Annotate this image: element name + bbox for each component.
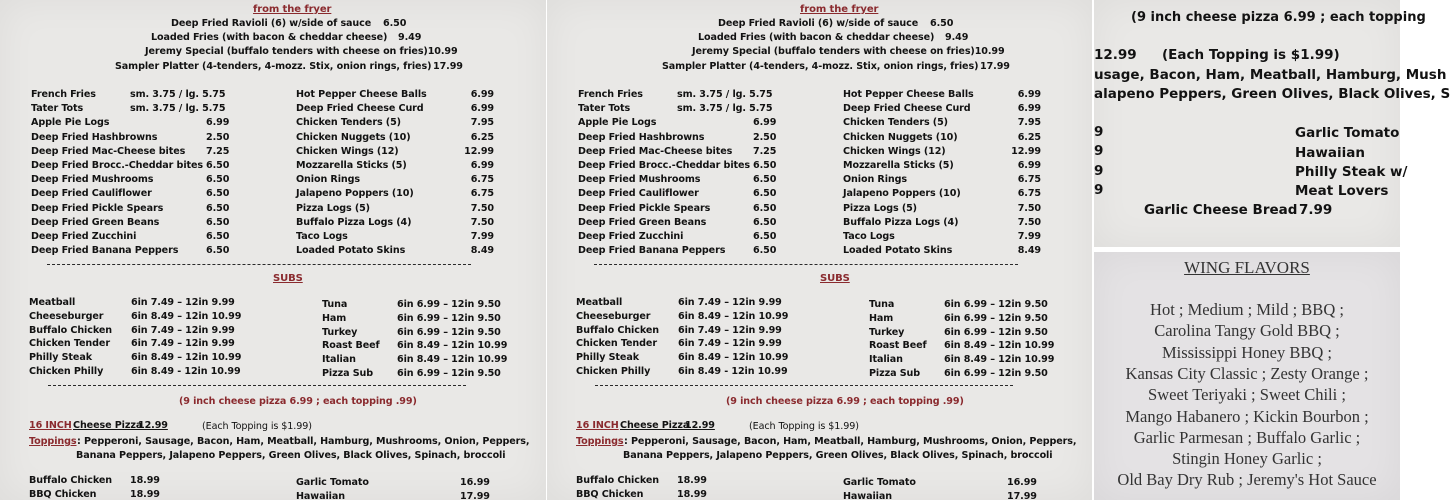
special-item-price: 17.99 [980, 61, 1010, 72]
sub-item-price: 6in 8.49 – 12in 10.99 [944, 340, 1055, 352]
special-item-price: 9.49 [945, 32, 969, 43]
fryer-item-price: 6.50 [753, 160, 777, 171]
price-fragment: 9 [1094, 124, 1104, 140]
sub-item-price: 6in 8.49 – 12in 10.99 [131, 352, 242, 364]
garlic-cheese-bread-label: Garlic Cheese Bread [1144, 202, 1298, 218]
fryer-item-name: Loaded Potato Skins [843, 245, 953, 257]
specialty-pizza-name: Hawaiian [843, 490, 892, 502]
fryer-item-price: sm. 3.75 / lg. 5.75 [130, 89, 226, 100]
specialty-pizza-name: Meat Lovers [1295, 183, 1389, 199]
fryer-item-name: Onion Rings [296, 174, 361, 186]
fryer-item-name: Jalapeno Poppers (10) [843, 188, 961, 200]
special-item-name: Sampler Platter (4-tenders, 4-mozz. Stix, onion rings, fries) [115, 61, 432, 72]
fryer-item-name: Hot Pepper Cheese Balls [296, 89, 427, 100]
sub-item-price: 6in 8.49 – 12in 10.99 [678, 310, 789, 322]
sub-item-price: 6in 6.99 – 12in 9.50 [944, 368, 1048, 379]
fryer-item-name: Chicken Tenders (5) [296, 117, 401, 129]
pizza-crop-panel [1094, 0, 1450, 247]
fryer-item-name: Deep Fried Green Beans [578, 216, 707, 228]
fryer-item-name: French Fries [31, 89, 96, 100]
sub-item-name: Italian [869, 354, 903, 366]
wing-flavor-line: Old Bay Dry Rub ; Jeremy's Hot Sauce [1117, 470, 1377, 490]
fryer-item-name: Deep Fried Cheese Curd [843, 103, 971, 115]
price-fragment: 9 [1094, 143, 1104, 159]
sub-item-price: 6in 8.49 – 12in 10.99 [678, 352, 789, 364]
fryer-item-price: 6.75 [1017, 174, 1041, 186]
fryer-item-name: Loaded Potato Skins [296, 245, 406, 257]
sub-item-name: Cheeseburger [576, 310, 651, 322]
sub-item-price: 6in 8.49 – 12in 10.99 [944, 354, 1055, 366]
sub-item-name: Philly Steak [576, 352, 639, 364]
sub-item-price: 6in 7.49 – 12in 9.99 [678, 324, 782, 336]
fryer-item-price: 7.25 [206, 145, 230, 157]
fryer-item-price: sm. 3.75 / lg. 5.75 [677, 89, 773, 100]
divider [594, 264, 1018, 265]
sub-item-name: Pizza Sub [869, 368, 921, 379]
sub-item-name: Italian [322, 354, 356, 366]
sub-item-name: Roast Beef [869, 340, 927, 352]
menu-panel-left [0, 0, 546, 500]
fryer-item-name: Chicken Nuggets (10) [296, 131, 411, 143]
sub-item-price: 6in 8.49 – 12in 10.99 [397, 354, 508, 366]
wing-flavor-line: Mango Habanero ; Kickin Bourbon ; [1125, 406, 1369, 426]
fryer-heading: from the fryer [800, 4, 879, 15]
sub-item-name: Ham [322, 312, 347, 324]
garlic-cheese-bread-price: 7.99 [1299, 202, 1333, 218]
specialty-pizza-name: Garlic Tomato [843, 477, 916, 488]
wing-flavors-title: WING FLAVORS [1184, 258, 1310, 277]
specialty-pizza-name: Hawaiian [296, 490, 345, 502]
toppings-line-1: : Pepperoni, Sausage, Bacon, Ham, Meatball, Hamburg, Mushrooms, Onion, Peppers, [624, 436, 1077, 447]
specialty-pizza-name: BBQ Chicken [576, 488, 644, 500]
fryer-item-price: 12.99 [464, 145, 494, 157]
sub-item-price: 6in 6.99 – 12in 9.50 [944, 326, 1048, 338]
fryer-item-name: Deep Fried Mac-Cheese bites [578, 145, 733, 157]
wing-flavors-panel [1094, 252, 1400, 500]
sub-item-name: Turkey [869, 326, 905, 338]
fryer-item-price: 6.99 [470, 160, 494, 171]
specialty-pizza-name: Buffalo Chicken [29, 475, 112, 486]
fryer-item-name: Chicken Nuggets (10) [843, 131, 958, 143]
fryer-item-name: Buffalo Pizza Logs (4) [843, 216, 959, 228]
specialty-pizza-price: 18.99 [130, 475, 160, 486]
fryer-item-name: Deep Fried Brocc.-Cheddar bites [31, 160, 204, 171]
sub-item-name: Cheeseburger [29, 310, 104, 322]
specialty-pizza-price: 17.99 [460, 490, 490, 502]
divider [47, 264, 471, 265]
toppings-line-1: : Pepperoni, Sausage, Bacon, Ham, Meatball, Hamburg, Mushrooms, Onion, Peppers, [77, 436, 530, 447]
fryer-item-price: 6.50 [206, 216, 230, 228]
fryer-item-price: 6.99 [1017, 160, 1041, 171]
specialty-pizza-name: Garlic Tomato [296, 477, 369, 488]
wing-flavor-line: Stingin Honey Garlic ; [1172, 449, 1322, 469]
sub-item-price: 6in 8.49 – 12in 10.99 [131, 310, 242, 322]
fryer-item-name: Taco Logs [843, 231, 895, 242]
fryer-item-name: Deep Fried Cauliflower [31, 188, 152, 200]
fryer-item-price: 12.99 [1011, 145, 1041, 157]
fryer-item-price: 7.50 [470, 202, 494, 214]
fryer-item-name: Tater Tots [578, 103, 631, 115]
fryer-item-price: 6.50 [753, 188, 777, 200]
cheese-pizza-price: 12.99 [138, 420, 168, 431]
fryer-item-name: Deep Fried Cauliflower [578, 188, 699, 200]
special-item-name: Deep Fried Ravioli (6) w/side of sauce [718, 18, 919, 29]
fryer-item-name: Deep Fried Green Beans [31, 216, 160, 228]
sub-item-price: 6in 7.49 – 12in 9.99 [131, 297, 235, 308]
fryer-item-name: Deep Fried Banana Peppers [578, 245, 726, 257]
fryer-item-price: 6.99 [206, 117, 230, 129]
fryer-item-price: 7.99 [470, 231, 494, 242]
sub-item-price: 6in 8.49 - 12in 10.99 [131, 366, 241, 377]
sub-item-name: Tuna [322, 299, 348, 310]
sub-item-name: Chicken Tender [576, 338, 657, 350]
special-item-name: Sampler Platter (4-tenders, 4-mozz. Stix, onion rings, fries) [662, 61, 979, 72]
fryer-item-name: Chicken Wings (12) [843, 145, 946, 157]
fryer-item-price: 6.99 [1017, 89, 1041, 100]
fryer-item-name: Jalapeno Poppers (10) [296, 188, 414, 200]
fryer-item-name: Deep Fried Hashbrowns [31, 131, 158, 143]
fryer-item-price: 6.99 [470, 103, 494, 115]
specialty-pizza-name: Garlic Tomato [1295, 125, 1400, 141]
menu-panel-middle [547, 0, 1092, 500]
sub-item-price: 6in 8.49 – 12in 10.99 [397, 340, 508, 352]
fryer-item-price: 7.95 [1017, 117, 1041, 129]
fryer-item-name: French Fries [578, 89, 643, 100]
fryer-item-price: 6.50 [753, 174, 777, 186]
toppings-label: Toppings [29, 436, 77, 447]
special-item-price: 9.49 [398, 32, 422, 43]
specialty-pizza-price: 16.99 [460, 477, 490, 488]
sub-item-price: 6in 6.99 – 12in 9.50 [944, 299, 1048, 310]
fryer-item-name: Taco Logs [296, 231, 348, 242]
fryer-item-price: 2.50 [753, 131, 777, 143]
toppings-label: Toppings [576, 436, 624, 447]
sub-item-name: Chicken Tender [29, 338, 110, 350]
sub-item-name: Meatball [29, 297, 76, 308]
fryer-item-price: 6.50 [206, 188, 230, 200]
fryer-item-name: Tater Tots [31, 103, 84, 115]
sub-item-price: 6in 8.49 - 12in 10.99 [678, 366, 788, 377]
sub-item-price: 6in 7.49 – 12in 9.99 [678, 338, 782, 350]
sixteen-inch-label: 16 INCH [576, 420, 619, 431]
sub-item-name: Chicken Philly [29, 366, 104, 377]
sub-item-price: 6in 6.99 – 12in 9.50 [944, 312, 1048, 324]
each-topping-note: (Each Topping is $1.99) [749, 421, 859, 432]
sub-item-price: 6in 6.99 – 12in 9.50 [397, 326, 501, 338]
special-item-price: 6.50 [930, 18, 954, 29]
fryer-item-price: 8.49 [1017, 245, 1041, 257]
fryer-item-price: 6.25 [470, 131, 494, 143]
sub-item-price: 6in 7.49 – 12in 9.99 [678, 297, 782, 308]
sub-item-name: Meatball [576, 297, 623, 308]
menu-page [0, 0, 546, 500]
sub-item-price: 6in 7.49 – 12in 9.99 [131, 338, 235, 350]
fryer-item-price: 8.49 [470, 245, 494, 257]
price-fragment: 9 [1094, 182, 1104, 198]
fryer-item-name: Deep Fried Brocc.-Cheddar bites [578, 160, 751, 171]
nine-inch-pizza-note: (9 inch cheese pizza 6.99 ; each topping .99) [726, 396, 964, 407]
fryer-item-price: 6.75 [470, 174, 494, 186]
fryer-item-price: 6.50 [206, 245, 230, 257]
sixteen-inch-label: 16 INCH [29, 420, 72, 431]
fryer-item-name: Deep Fried Cheese Curd [296, 103, 424, 115]
fryer-item-price: 6.50 [753, 202, 777, 214]
sub-item-name: Roast Beef [322, 340, 380, 352]
toppings-line-2: Banana Peppers, Jalapeno Peppers, Green Olives, Black Olives, Spinach, broccoli [76, 450, 506, 461]
fryer-item-price: 6.50 [753, 231, 777, 242]
nine-inch-pizza-note: (9 inch cheese pizza 6.99 ; each topping .99) [179, 396, 417, 407]
special-item-price: 17.99 [433, 61, 463, 72]
subs-heading: SUBS [273, 273, 303, 284]
specialty-pizza-price: 18.99 [677, 488, 707, 500]
wing-flavor-line: Mississippi Honey BBQ ; [1161, 342, 1333, 362]
price-fragment: 9 [1094, 163, 1104, 179]
fryer-item-name: Deep Fried Mushrooms [578, 174, 701, 186]
fryer-item-price: sm. 3.75 / lg. 5.75 [130, 103, 226, 115]
fryer-item-price: 7.50 [1017, 202, 1041, 214]
fryer-item-price: 6.75 [470, 188, 494, 200]
fryer-item-name: Onion Rings [843, 174, 908, 186]
special-item-name: Jeremy Special (buffalo tenders with cheese on fries)10.99 [692, 46, 1005, 57]
fryer-item-price: 6.75 [1017, 188, 1041, 200]
special-item-name: Deep Fried Ravioli (6) w/side of sauce [171, 18, 372, 29]
sub-item-name: Philly Steak [29, 352, 92, 364]
sub-item-price: 6in 6.99 – 12in 9.50 [397, 312, 501, 324]
sub-item-price: 6in 6.99 – 12in 9.50 [397, 368, 501, 379]
fryer-item-price: 6.50 [753, 216, 777, 228]
fryer-item-price: 2.50 [206, 131, 230, 143]
each-topping-note: (Each Topping is $1.99) [1162, 47, 1340, 63]
fryer-item-name: Deep Fried Mushrooms [31, 174, 154, 186]
specialty-pizza-name: Buffalo Chicken [576, 475, 659, 486]
specialty-pizza-price: 18.99 [677, 475, 707, 486]
fryer-item-name: Chicken Tenders (5) [843, 117, 948, 129]
divider [48, 385, 466, 386]
fryer-item-price: 6.50 [206, 231, 230, 242]
fryer-item-name: Hot Pepper Cheese Balls [843, 89, 974, 100]
cheese-pizza-label: Cheese Pizza [620, 420, 690, 431]
subs-heading: SUBS [820, 273, 850, 284]
cheese-pizza-label: Cheese Pizza [73, 420, 143, 431]
fryer-heading: from the fryer [253, 4, 332, 15]
specialty-pizza-name: BBQ Chicken [29, 488, 97, 500]
sixteen-inch-price: 12.99 [1094, 47, 1137, 63]
sub-item-name: Buffalo Chicken [576, 324, 659, 336]
toppings-line-1: usage, Bacon, Ham, Meatball, Hamburg, Mush [1094, 67, 1447, 83]
sub-item-name: Tuna [869, 299, 895, 310]
fryer-item-price: 7.25 [753, 145, 777, 157]
toppings-line-2: Banana Peppers, Jalapeno Peppers, Green Olives, Black Olives, Spinach, broccoli [623, 450, 1053, 461]
fryer-item-name: Pizza Logs (5) [296, 202, 370, 214]
fryer-item-price: sm. 3.75 / lg. 5.75 [677, 103, 773, 115]
fryer-item-price: 7.95 [470, 117, 494, 129]
specialty-pizza-name: Hawaiian [1295, 145, 1365, 161]
fryer-item-price: 6.99 [753, 117, 777, 129]
wing-flavor-line: Hot ; Medium ; Mild ; BBQ ; [1150, 300, 1344, 319]
nine-inch-pizza-note: (9 inch cheese pizza 6.99 ; each topping [1131, 10, 1426, 25]
fryer-item-price: 6.50 [206, 160, 230, 171]
fryer-item-name: Deep Fried Mac-Cheese bites [31, 145, 186, 157]
special-item-name: Jeremy Special (buffalo tenders with cheese on fries)10.99 [145, 46, 458, 57]
toppings-line-2: alapeno Peppers, Green Olives, Black Olives, S [1094, 86, 1450, 102]
special-item-name: Loaded Fries (with bacon & cheddar cheese) [151, 32, 388, 43]
fryer-item-name: Deep Fried Zucchini [578, 231, 684, 242]
fryer-item-name: Deep Fried Pickle Spears [578, 202, 711, 214]
fryer-item-name: Apple Pie Logs [578, 117, 657, 129]
fryer-item-name: Deep Fried Pickle Spears [31, 202, 164, 214]
specialty-pizza-price: 16.99 [1007, 477, 1037, 488]
cheese-pizza-price: 12.99 [685, 420, 715, 431]
fryer-item-price: 6.50 [753, 245, 777, 257]
fryer-item-name: Apple Pie Logs [31, 117, 110, 129]
fryer-item-price: 6.50 [206, 202, 230, 214]
divider [595, 385, 1013, 386]
menu-page [547, 0, 1093, 500]
wing-flavor-line: Garlic Parmesan ; Buffalo Garlic ; [1133, 427, 1361, 447]
wing-flavor-line: Carolina Tangy Gold BBQ ; [1154, 321, 1340, 341]
fryer-item-price: 7.99 [1017, 231, 1041, 242]
fryer-item-name: Deep Fried Banana Peppers [31, 245, 179, 257]
specialty-pizza-price: 17.99 [1007, 490, 1037, 502]
sub-item-name: Buffalo Chicken [29, 324, 112, 336]
fryer-item-price: 6.25 [1017, 131, 1041, 143]
fryer-item-price: 6.99 [470, 89, 494, 100]
special-item-price: 6.50 [383, 18, 407, 29]
fryer-item-name: Mozzarella Sticks (5) [296, 160, 407, 171]
wing-flavor-line: Sweet Teriyaki ; Sweet Chili ; [1148, 385, 1346, 405]
fryer-item-name: Deep Fried Zucchini [31, 231, 137, 242]
special-item-name: Loaded Fries (with bacon & cheddar cheese) [698, 32, 935, 43]
sub-item-name: Ham [869, 312, 894, 324]
fryer-item-price: 6.50 [206, 174, 230, 186]
fryer-item-name: Mozzarella Sticks (5) [843, 160, 954, 171]
specialty-pizza-name: Philly Steak w/ [1295, 164, 1408, 180]
sub-item-name: Turkey [322, 326, 358, 338]
fryer-item-price: 7.50 [470, 216, 494, 228]
specialty-pizza-price: 18.99 [130, 488, 160, 500]
fryer-item-name: Deep Fried Hashbrowns [578, 131, 705, 143]
fryer-item-name: Buffalo Pizza Logs (4) [296, 216, 412, 228]
fryer-item-name: Chicken Wings (12) [296, 145, 399, 157]
wing-flavor-line: Kansas City Classic ; Zesty Orange ; [1125, 363, 1369, 383]
sub-item-price: 6in 6.99 – 12in 9.50 [397, 299, 501, 310]
sub-item-name: Chicken Philly [576, 366, 651, 377]
fryer-item-price: 7.50 [1017, 216, 1041, 228]
sub-item-price: 6in 7.49 – 12in 9.99 [131, 324, 235, 336]
fryer-item-name: Pizza Logs (5) [843, 202, 917, 214]
each-topping-note: (Each Topping is $1.99) [202, 421, 312, 432]
fryer-item-price: 6.99 [1017, 103, 1041, 115]
sub-item-name: Pizza Sub [322, 368, 374, 379]
